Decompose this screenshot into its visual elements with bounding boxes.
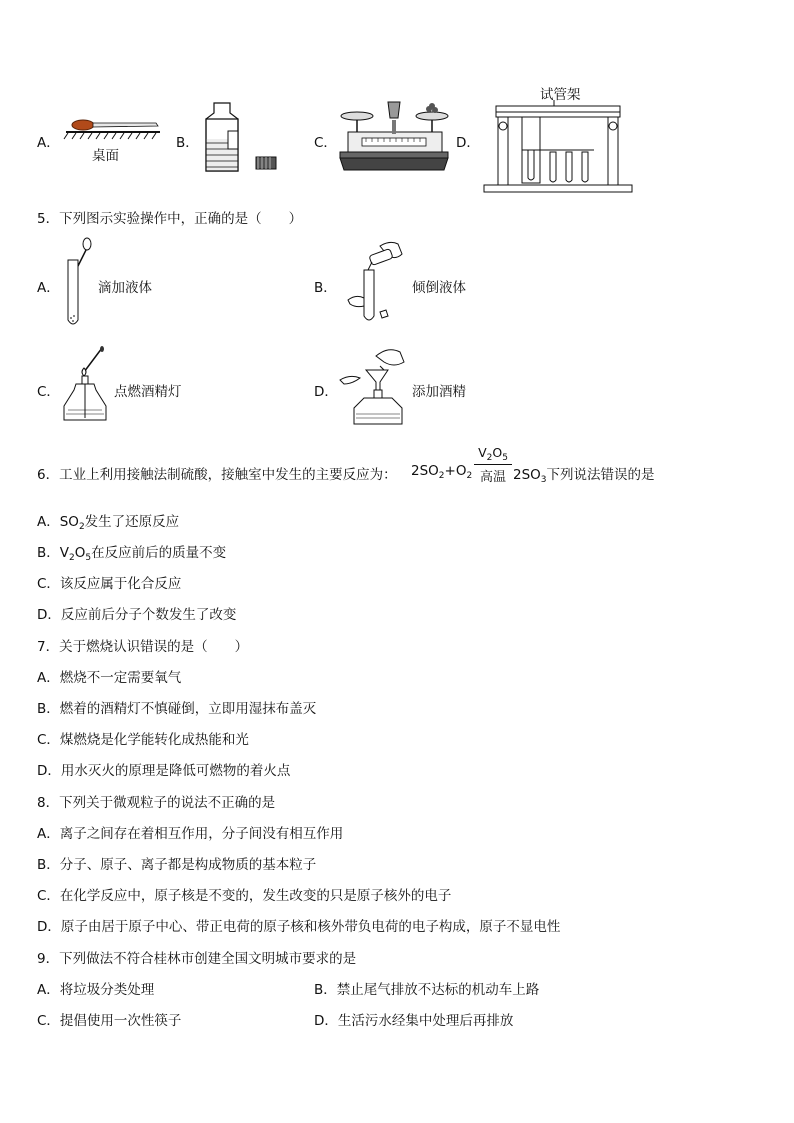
q7-option-a: A．燃烧不一定需要氧气 (37, 670, 182, 686)
option-label-c: C． (314, 135, 337, 151)
reaction-condition (474, 445, 512, 485)
option-label-b: B． (176, 135, 199, 151)
q9-option-a: A．将垃圾分类处理 (37, 982, 155, 998)
equation-left: 2SO (411, 463, 439, 479)
condition-high-temp: 高温 (479, 470, 506, 485)
option-label-d: D． (456, 135, 480, 151)
q6-option-a-sub: 2 (78, 522, 85, 532)
question-6-stem-before: 6．工业上利用接触法制硫酸，接触室中发生的主要反应为： (37, 467, 397, 483)
q7-option-c: C．煤燃烧是化学能转化成热能和光 (37, 732, 249, 748)
equation-left-sub: 2 (438, 471, 445, 481)
catalyst-sub1: 2 (486, 453, 493, 463)
q8-option-b: B．分子、原子、离子都是构成物质的基本粒子 (37, 857, 317, 873)
q7-option-d: D．用水灭火的原理是降低可燃物的着火点 (37, 763, 291, 779)
question-8-stem: 8．下列关于微观粒子的说法不正确的是 (37, 795, 276, 811)
test-tube-rack-figure (482, 100, 634, 194)
test-tube-rack-caption: 试管架 (540, 87, 581, 103)
q5-option-label-d: D． (314, 384, 338, 400)
q6-option-b-sub1: 2 (69, 553, 75, 563)
equation-plus: +O (444, 463, 467, 479)
q6-option-b (37, 541, 226, 563)
equation-reactants (411, 463, 472, 481)
q5-option-label-a: A． (37, 280, 60, 296)
catalyst-v: V (478, 445, 487, 460)
q5-option-label-c: C． (37, 384, 60, 400)
q6-option-a-post: 发生了还原反应 (84, 514, 180, 530)
q5-caption-c: 点燃酒精灯 (114, 384, 182, 400)
q6-option-d: D．反应前后分子个数发生了改变 (37, 607, 237, 623)
q5-caption-b: 倾倒液体 (412, 280, 466, 296)
q5-caption-d: 添加酒精 (412, 384, 466, 400)
question-5-stem: 5．下列图示实验操作中，正确的是（ ） (37, 211, 303, 227)
reagent-bottle-figure (200, 101, 280, 175)
q9-option-b: B．禁止尾气排放不达标的机动车上路 (314, 982, 540, 998)
question-7-stem: 7．关于燃烧认识错误的是（ ） (37, 639, 249, 655)
q6-option-b-sub2: 5 (85, 553, 92, 563)
q9-option-c: C．提倡使用一次性筷子 (37, 1013, 182, 1029)
q8-option-d: D．原子由居于原子中心、带正电荷的原子核和核外带负电荷的电子构成，原子不显电性 (37, 919, 561, 935)
option-label-a: A． (37, 135, 60, 151)
adding-alcohol-figure (336, 344, 412, 430)
equation-product (513, 463, 655, 485)
q6-option-a-pre: A．SO (37, 514, 79, 530)
q5-caption-a: 滴加液体 (98, 280, 152, 296)
pouring-liquid-figure (340, 240, 410, 328)
table-caption: 桌面 (92, 148, 119, 164)
question-6-stem-after: 下列说法错误的是 (546, 467, 655, 483)
q7-option-b: B．燃着的酒精灯不慎碰倒，立即用湿抹布盖灭 (37, 701, 317, 717)
q6-option-b-mid: O (74, 545, 86, 561)
q6-option-c: C．该反应属于化合反应 (37, 576, 182, 592)
equation-right: 2SO (513, 467, 541, 483)
catalyst-o: O (492, 445, 503, 460)
lighting-alcohol-lamp-figure (62, 346, 116, 432)
q6-option-a (37, 510, 179, 532)
catalyst-sub2: 5 (502, 453, 508, 463)
dropping-liquid-figure (62, 236, 92, 328)
reaction-arrow-line (474, 464, 512, 465)
q5-option-label-b: B． (314, 280, 337, 296)
q8-option-a: A．离子之间存在着相互作用，分子间没有相互作用 (37, 826, 344, 842)
q9-option-d: D．生活污水经集中处理后再排放 (314, 1013, 514, 1029)
q6-option-b-post: 在反应前后的质量不变 (91, 545, 227, 561)
question-9-stem: 9．下列做法不符合桂林市创建全国文明城市要求的是 (37, 951, 357, 967)
catalyst (474, 445, 512, 463)
q6-option-b-pre: B．V (37, 545, 69, 561)
balance-figure (336, 98, 452, 176)
equation-right-sub: 3 (540, 475, 547, 485)
q8-option-c: C．在化学反应中，原子核是不变的，发生改变的只是原子核外的电子 (37, 888, 452, 904)
equation-plus-sub: 2 (466, 471, 473, 481)
